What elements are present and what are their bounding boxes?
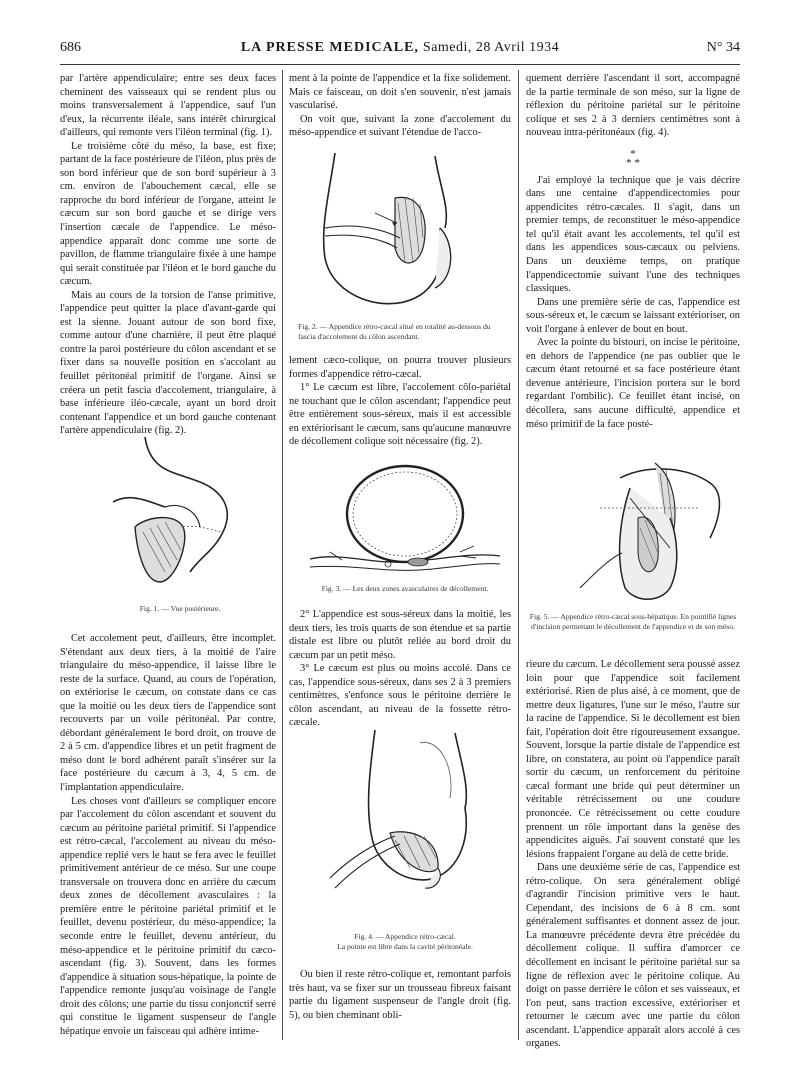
figure-1-drawing [105,432,255,602]
running-title [60,40,740,56]
column-2 [289,72,511,140]
column-2-mid [289,354,511,449]
issue-date: Samedi, 28 Avril 1934 [422,40,560,55]
paragraph: 2° L'appendice est sous-séreux dans la moitié, les deux tiers, les trois quarts de son étendue et sa partie distale est libre ou plutôt reliée au bord droit du cæcum par un petit méso. [289,609,511,661]
paragraph: 3° Le cæcum est plus ou moins accolé. Dans ce cas, l'appendice sous-séreux, dans ses 2 à 3 premiers centimètres, s'enfonce sous le péritoine derrière le côlon ascendant, au niveau de la fossette rétro-cæcale. [289,663,511,729]
figure-3-caption: Fig. 3. — Les deux zones avasculaires de décollement. [321,584,489,593]
figure-1-caption: Fig. 1. — Vue postérieure. [139,604,221,613]
paragraph: lement cæco-colique, on pourra trouver plusieurs formes d'appendice rétro-cæcal. [289,355,511,380]
figure-4-caption-title: Fig. 4. — Appendice rétro-cæcal. [354,932,456,941]
figure-4 [320,728,490,896]
paragraph: par l'artère appendiculaire; entre ses deux faces cheminent des vaisseaux qui se rendent plus ou moins transversalement à l'appendice, sauf l'un d'eux, la récurrente iléale, sans intérêt chirurgical d'ailleurs, qui remonte vers l'iléon terminal (fig. 1). [60,73,276,139]
figure-2-caption: Fig. 2. — Appendice rétro-cæcal situé en totalité au-dessous du fascia d'accolement du côlon ascendant. [298,322,491,341]
paragraph: Dans une deuxième série de cas, l'appendice est rétro-colique. On sera généralement obligé d'agrandir l'incision primitive vers le haut. Cependant, des incisions de 6 à 8 cm. sont généralement suffisantes et donnent assez de jour. La manœuvre précédente devra être précédée du décollement colique. Il suffira d'amorcer ce décollement en incisant le péritoine pariétal sur sa ligne de réflexion avec le péritoine colique. Au doigt on passe derrière le côlon et ses vaisseaux, et l'on peut, sans traction excessive, extérioriser et retourner le cæcum avec une partie du côlon ascendant. L'appendice apparaît alors accolé à ces organes. [526,862,740,1050]
section-separator [526,147,740,169]
figure-3 [300,464,510,579]
paragraph: Cet accolement peut, d'ailleurs, être incomplet. S'étendant aux deux tiers, à la moitié de l'aire triangulaire du méso-appendice, il laisse libre le reste de la surface. Quand, au cours de l'opération, on extériorise le cæcum, on constate dans ce cas que la moitié ou les deux tiers de l'appendice sont recouverts par un voile péritonéal. Par contre, débordant généralement le bord droit, on trouve de 2 à 5 cm. d'appendice libres et un petit fragment de méso dont le bord adhérent paraît s'insérer sur la face postérieure du cæcum à 3, 4, 5 cm. de l'implantation appendiculaire. [60,633,276,794]
paragraph: Les choses vont d'ailleurs se compliquer encore par l'accolement du côlon ascendant et souvent du cæcum au péritoine pariétal primitif. Si l'appendice est rétro-cæcal, l'accolement au niveau du méso-appendice replié vers le haut se fera avec le feuillet primitivement antérieur de ce méso. Sur une coupe transversale on trouvera donc en arrière du cæcum deux zones de décollement avasculaires : la première entre le péritoine pariétal primitif et le feuillet, devenu postérieur, du méso-appendice; la seconde entre le feuillet, devenu antérieur, du méso-appendice et le péritoine primitif du cæco-ascendant (fig. 3). Souvent, dans les formes d'appendice à situation sous-hépatique, la pointe de l'appendice remonte jusqu'au voisinage de l'angle droit des côlons; une partie du tissu conjonctif serré qui constitue le ligament suspenseur de l'angle hépatique envoie un faisceau qui adhère intime- [60,795,276,1037]
page-number: 686 [60,40,81,55]
figure-2 [305,148,495,316]
column-1-lower [60,632,276,1038]
column-divider [282,70,283,1040]
paragraph: Le troisième côté du méso, la base, est fixe; partant de la face postérieure de l'iléon, plus près de son bord inférieur que de son bord supérieur à 3 cm. environ de l'abouchement cæcal, elle se rapproche du bord inférieur de l'organe, atteint le cæcum sur son bord gauche et se dirige vers l'insertion cæcale de l'appendice. Le méso-appendice apparaît donc comme une sorte de pavillon, de flamme triangulaire fixée à une hampe qui serait constituée par l'iléon et le bord gauche du cæcum. [60,140,276,288]
header-rule [60,64,740,65]
paragraph: 1° Le cæcum est libre, l'accolement côlo-pariétal ne touchant que le côlon ascendant; l'appendice peut être entièrement sous-séreux, mais il est accessible en extériorisant le cæcum, sans qu'aucune manœuvre de décollement colique soit nécessaire (fig. 2). [289,382,511,448]
column-3 [526,72,740,431]
figure-1 [105,432,255,602]
paragraph: Mais au cours de la torsion de l'anse primitive, l'appendice peut quitter la place d'avant-garde qui est la sienne. Jouant autour de son bord fixe, comme autour d'une charnière, il peut être plaqué contre la paroi postérieure du côlon ascendant et se fixer dans sa nouvelle position en s'accolant au feuillet péritonéal primitif de l'organe. Ainsi se créera un petit fascia d'accolement, triangulaire, à base inférieure iléo-cæcale, ayant un bord droit contenant l'appendice et un bord gauche contenant l'artère appendiculaire (fig. 2). [60,289,276,437]
figure-2-drawing [305,148,495,316]
figure-3-drawing [300,464,510,579]
figure-5 [560,458,735,608]
paragraph: ment à la pointe de l'appendice et la fixe solidement. Mais ce faisceau, on doit s'en souvenir, n'est jamais vascularisé. [289,73,511,112]
column-3-lower [526,658,740,1051]
column-divider [518,70,519,1040]
column-2-lower [289,608,511,730]
column-1 [60,72,276,438]
paragraph: Dans une première série de cas, l'appendice est sous-séreux et, le cæcum se laissant extérioriser, on voit l'organe à enlever de bout en bout. [526,296,740,335]
column-2-bottom [289,968,511,1022]
figure-5-caption: Fig. 5. — Appendice rétro-cæcal sous-hépatique. En pointillé lignes d'incision permettant le décollement de l'appendice et de son méso. [529,612,737,631]
paragraph: On voit que, suivant la zone d'accolement du méso-appendice et suivant l'étendue de l'acco- [289,113,511,139]
separator-star: * [630,147,636,160]
figure-4-caption-note: La pointe est libre dans la cavité péritonéale. [337,942,473,951]
figure-4-drawing [320,728,490,896]
journal-name: LA PRESSE MEDICALE, [240,40,419,55]
paragraph: quement derrière l'ascendant il sort, accompagné de la partie terminale de son méso, sur la ligne de réflexion du péritoine pariétal sur le péritoine colique et ses 2 à 3 derniers centimètres sont à nouveau intra-péritonéaux (fig. 4). [526,73,740,139]
paragraph: rieure du cæcum. Le décollement sera poussé assez loin pour que l'appendice soit facilement extériorisé. Rien de plus aisé, à ce moment, que de mettre deux ligatures, l'une sur le méso, l'autre sur la racine de l'appendice. Si le décollement est bien fait, l'opération doit être rigoureusement exsangue. Souvent, lorsque la partie distale de l'appendice est libre, on constatera, au point où l'appendice paraît sortir du cæcum, un renforcement du péritoine cæcal formant une bride qui peut déterminer un véritable rétrécissement ou une coudure prononcée. Ce rétrécissement ou cette coudure prennent un rôle important dans la genèse des appendicites aiguës. J'ai souvent constaté que les lésions frappaient l'organe au delà de cette bride. [526,659,740,860]
paragraph: Avec la pointe du bistouri, on incise le péritoine, en dehors de l'appendice (ne pas oublier que le cæcum étant retourné et sa face postérieure étant devenue antérieure, l'incision portera sur le bord regardant l'ombilic). Ce feuillet étant incisé, on décollera, sans aucune difficulté, appendice et méso primitif de la face posté- [526,337,740,430]
separator-stars: * * [626,156,640,169]
page-header [60,40,740,62]
paragraph: J'ai employé la technique que je vais décrire dans une centaine d'appendicectomies pour appendicites rétro-cæcales. Il s'agit, dans un premier temps, de reconstituer le méso-appendice tel qu'il était avant les accolements, tel qu'il est dans les appendices sous-cæcaux ou pelviens. Dans un deuxième temps, on pratique l'appendicectomie suivant l'une des techniques classiques. [526,174,740,295]
paragraph: Ou bien il reste rétro-colique et, remontant parfois très haut, va se fixer sur un trousseau fibreux faisant partie du ligament suspenseur de l'angle droit (fig. 5), ou bien cheminant obli- [289,969,511,1021]
issue-number: N° 34 [706,40,740,55]
figure-5-drawing [560,458,735,608]
figure-4-caption [296,932,514,952]
